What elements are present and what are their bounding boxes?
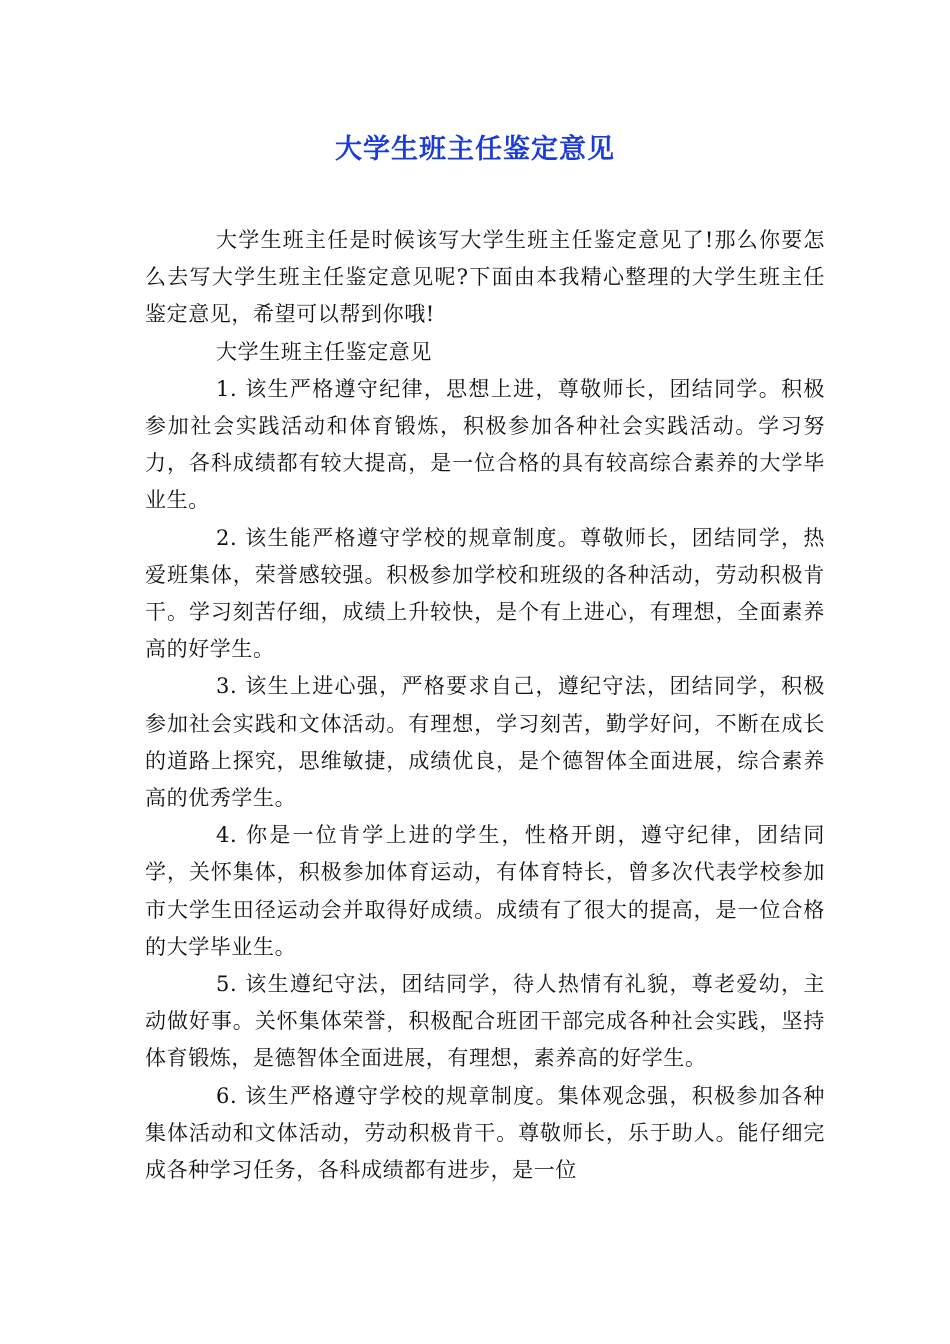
comment-paragraph-6: 6. 该生严格遵守学校的规章制度。集体观念强，积极参加各种集体活动和文体活动，劳动积极肯干。尊敬师长，乐于助人。能仔细完成各种学习任务，各科成绩都有进步，是一位	[145, 1083, 825, 1183]
comment-paragraph-3: 3. 该生上进心强，严格要求自己，遵纪守法，团结同学，积极参加社会实践和文体活动。有理想，学习刻苦，勤学好问，不断在成长的道路上探究，思维敏捷，成绩优良，是个德智体全面进展，综合素养高的优秀学生。	[145, 674, 825, 811]
intro-paragraph: 大学生班主任是时候该写大学生班主任鉴定意见了!那么你要怎么去写大学生班主任鉴定意见呢?下面由本我精心整理的大学生班主任鉴定意见，希望可以帮到你哦!	[145, 228, 825, 327]
comment-paragraph-4: 4. 你是一位肯学上进的学生，性格开朗，遵守纪律，团结同学，关怀集体，积极参加体育运动，有体育特长，曾多次代表学校参加市大学生田径运动会并取得好成绩。成绩有了很大的提高，是一位合格的大学毕业生。	[145, 823, 825, 959]
comment-paragraph-5: 5. 该生遵纪守法，团结同学，待人热情有礼貌，尊老爱幼，主动做好事。关怀集体荣誉，积极配合班团干部完成各种社会实践，坚持体育锻炼，是德智体全面进展，有理想，素养高的好学生。	[145, 972, 825, 1071]
document-body	[145, 222, 825, 1189]
section-heading: 大学生班主任鉴定意见	[216, 339, 432, 364]
document-title: 大学生班主任鉴定意见	[335, 134, 615, 165]
comment-paragraph-2: 2. 该生能严格遵守学校的规章制度。尊敬师长，团结同学，热爱班集体，荣誉感较强。积极参加学校和班级的各种活动，劳动积极肯干。学习刻苦仔细，成绩上升较快，是个有上进心，有理想，全面素养高的好学生。	[145, 525, 825, 662]
comment-paragraph-1: 1. 该生严格遵守纪律，思想上进，尊敬师长，团结同学。积极参加社会实践活动和体育锻炼，积极参加各种社会实践活动。学习努力，各科成绩都有较大提高，是一位合格的具有较高综合素养的大学毕业生。	[145, 376, 825, 513]
